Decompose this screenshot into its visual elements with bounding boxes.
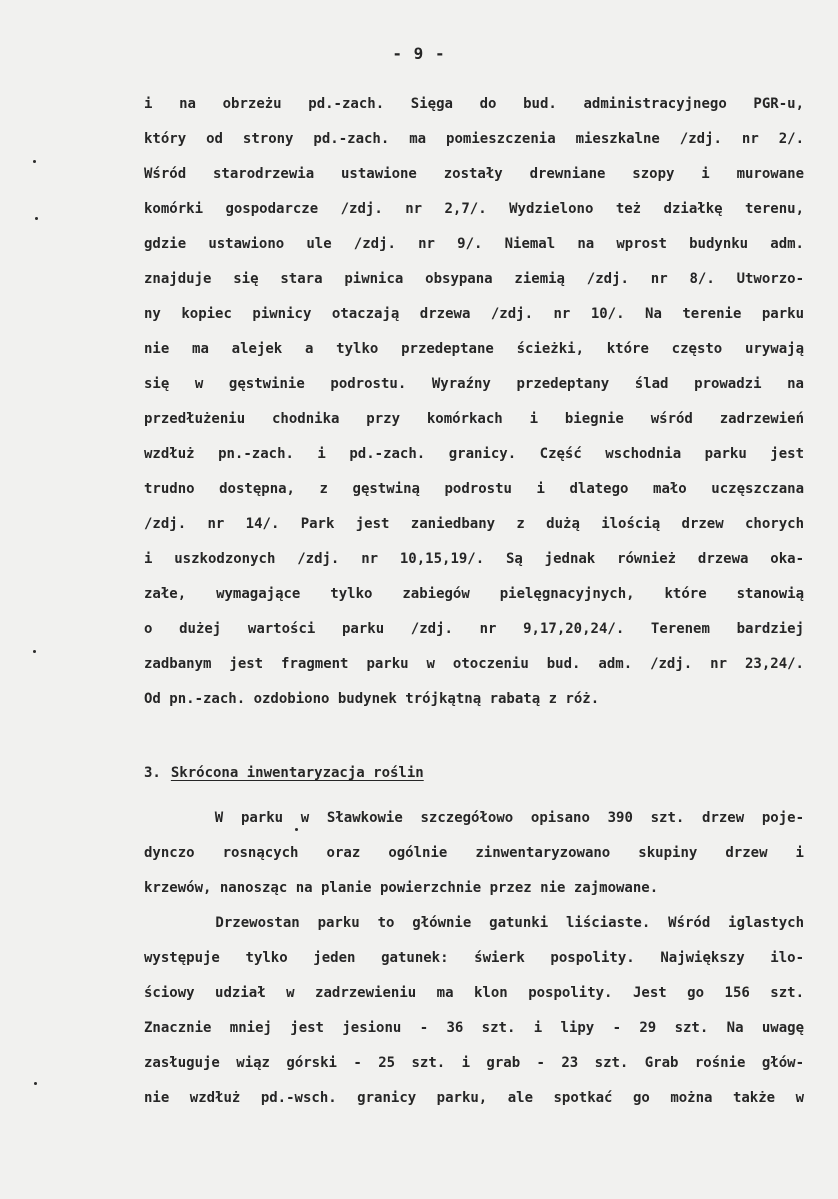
text-line: znajduje się stara piwnica obsypana ziemią /zdj. nr 8/. Utworzo- [144, 271, 804, 287]
text-line: zasługuje wiąz górski - 25 szt. i grab - 23 szt. Grab rośnie głów- [144, 1055, 804, 1071]
scan-mark [33, 650, 36, 653]
text-line: wzdłuż pn.-zach. i pd.-zach. granicy. Część wschodnia parku jest [144, 446, 804, 462]
scan-mark [35, 217, 38, 220]
text-line: który od strony pd.-zach. ma pomieszczenia mieszkalne /zdj. nr 2/. [144, 131, 804, 147]
text-line: krzewów, nanosząc na planie powierzchnie przez nie zajmowane. [144, 880, 659, 896]
text-line: się w gęstwinie podrostu. Wyraźny przedeptany ślad prowadzi na [144, 376, 804, 392]
text-line: i na obrzeżu pd.-zach. Sięga do bud. administracyjnego PGR-u, [144, 96, 804, 112]
text-line: trudno dostępna, z gęstwiną podrostu i dlatego mało uczęszczana [144, 481, 804, 497]
section-heading [144, 762, 424, 784]
text-line: nie wzdłuż pd.-wsch. granicy parku, ale spotkać go można także w [144, 1090, 804, 1106]
text-line: gdzie ustawiono ule /zdj. nr 9/. Niemal na wprost budynku adm. [144, 236, 804, 252]
text-line: Drzewostan parku to głównie gatunki liściaste. Wśród iglastych [144, 915, 804, 931]
text-line: dynczo rosnących oraz ogólnie zinwentaryzowano skupiny drzew i [144, 845, 804, 861]
scan-mark [295, 828, 298, 831]
text-line: i uszkodzonych /zdj. nr 10,15,19/. Są jednak również drzewa oka- [144, 551, 804, 567]
text-line: ny kopiec piwnicy otaczają drzewa /zdj. nr 10/. Na terenie parku [144, 306, 804, 322]
text-line: zadbanym jest fragment parku w otoczeniu bud. adm. /zdj. nr 23,24/. [144, 656, 804, 672]
scan-mark [34, 1082, 37, 1085]
text-line: Znacznie mniej jest jesionu - 36 szt. i lipy - 29 szt. Na uwagę [144, 1020, 804, 1036]
text-line: o dużej wartości parku /zdj. nr 9,17,20,24/. Terenem bardziej [144, 621, 804, 637]
text-line: komórki gospodarcze /zdj. nr 2,7/. Wydzielono też działkę terenu, [144, 201, 804, 217]
page-number: - 9 - [392, 44, 446, 63]
text-line: Od pn.-zach. ozdobiono budynek trójkątną rabatą z róż. [144, 691, 600, 707]
section-title: Skrócona inwentaryzacja roślin [170, 765, 424, 781]
text-line: Wśród starodrzewia ustawione zostały drewniane szopy i murowane [144, 166, 804, 182]
text-line: W parku w Sławkowie szczegółowo opisano 390 szt. drzew poje- [144, 810, 804, 826]
text-line: nie ma alejek a tylko przedeptane ścieżki, które często urywają [144, 341, 804, 357]
text-line: przedłużeniu chodnika przy komórkach i biegnie wśród zadrzewień [144, 411, 804, 427]
text-line: ściowy udział w zadrzewieniu ma klon pospolity. Jest go 156 szt. [144, 985, 804, 1001]
text-line: /zdj. nr 14/. Park jest zaniedbany z dużą ilością drzew chorych [144, 516, 804, 532]
scan-mark [33, 160, 36, 163]
text-line: występuje tylko jeden gatunek: świerk pospolity. Największy ilo- [144, 950, 804, 966]
text-line: załe, wymagające tylko zabiegów pielęgnacyjnych, które stanowią [144, 586, 804, 602]
section-number: 3. [144, 765, 161, 781]
